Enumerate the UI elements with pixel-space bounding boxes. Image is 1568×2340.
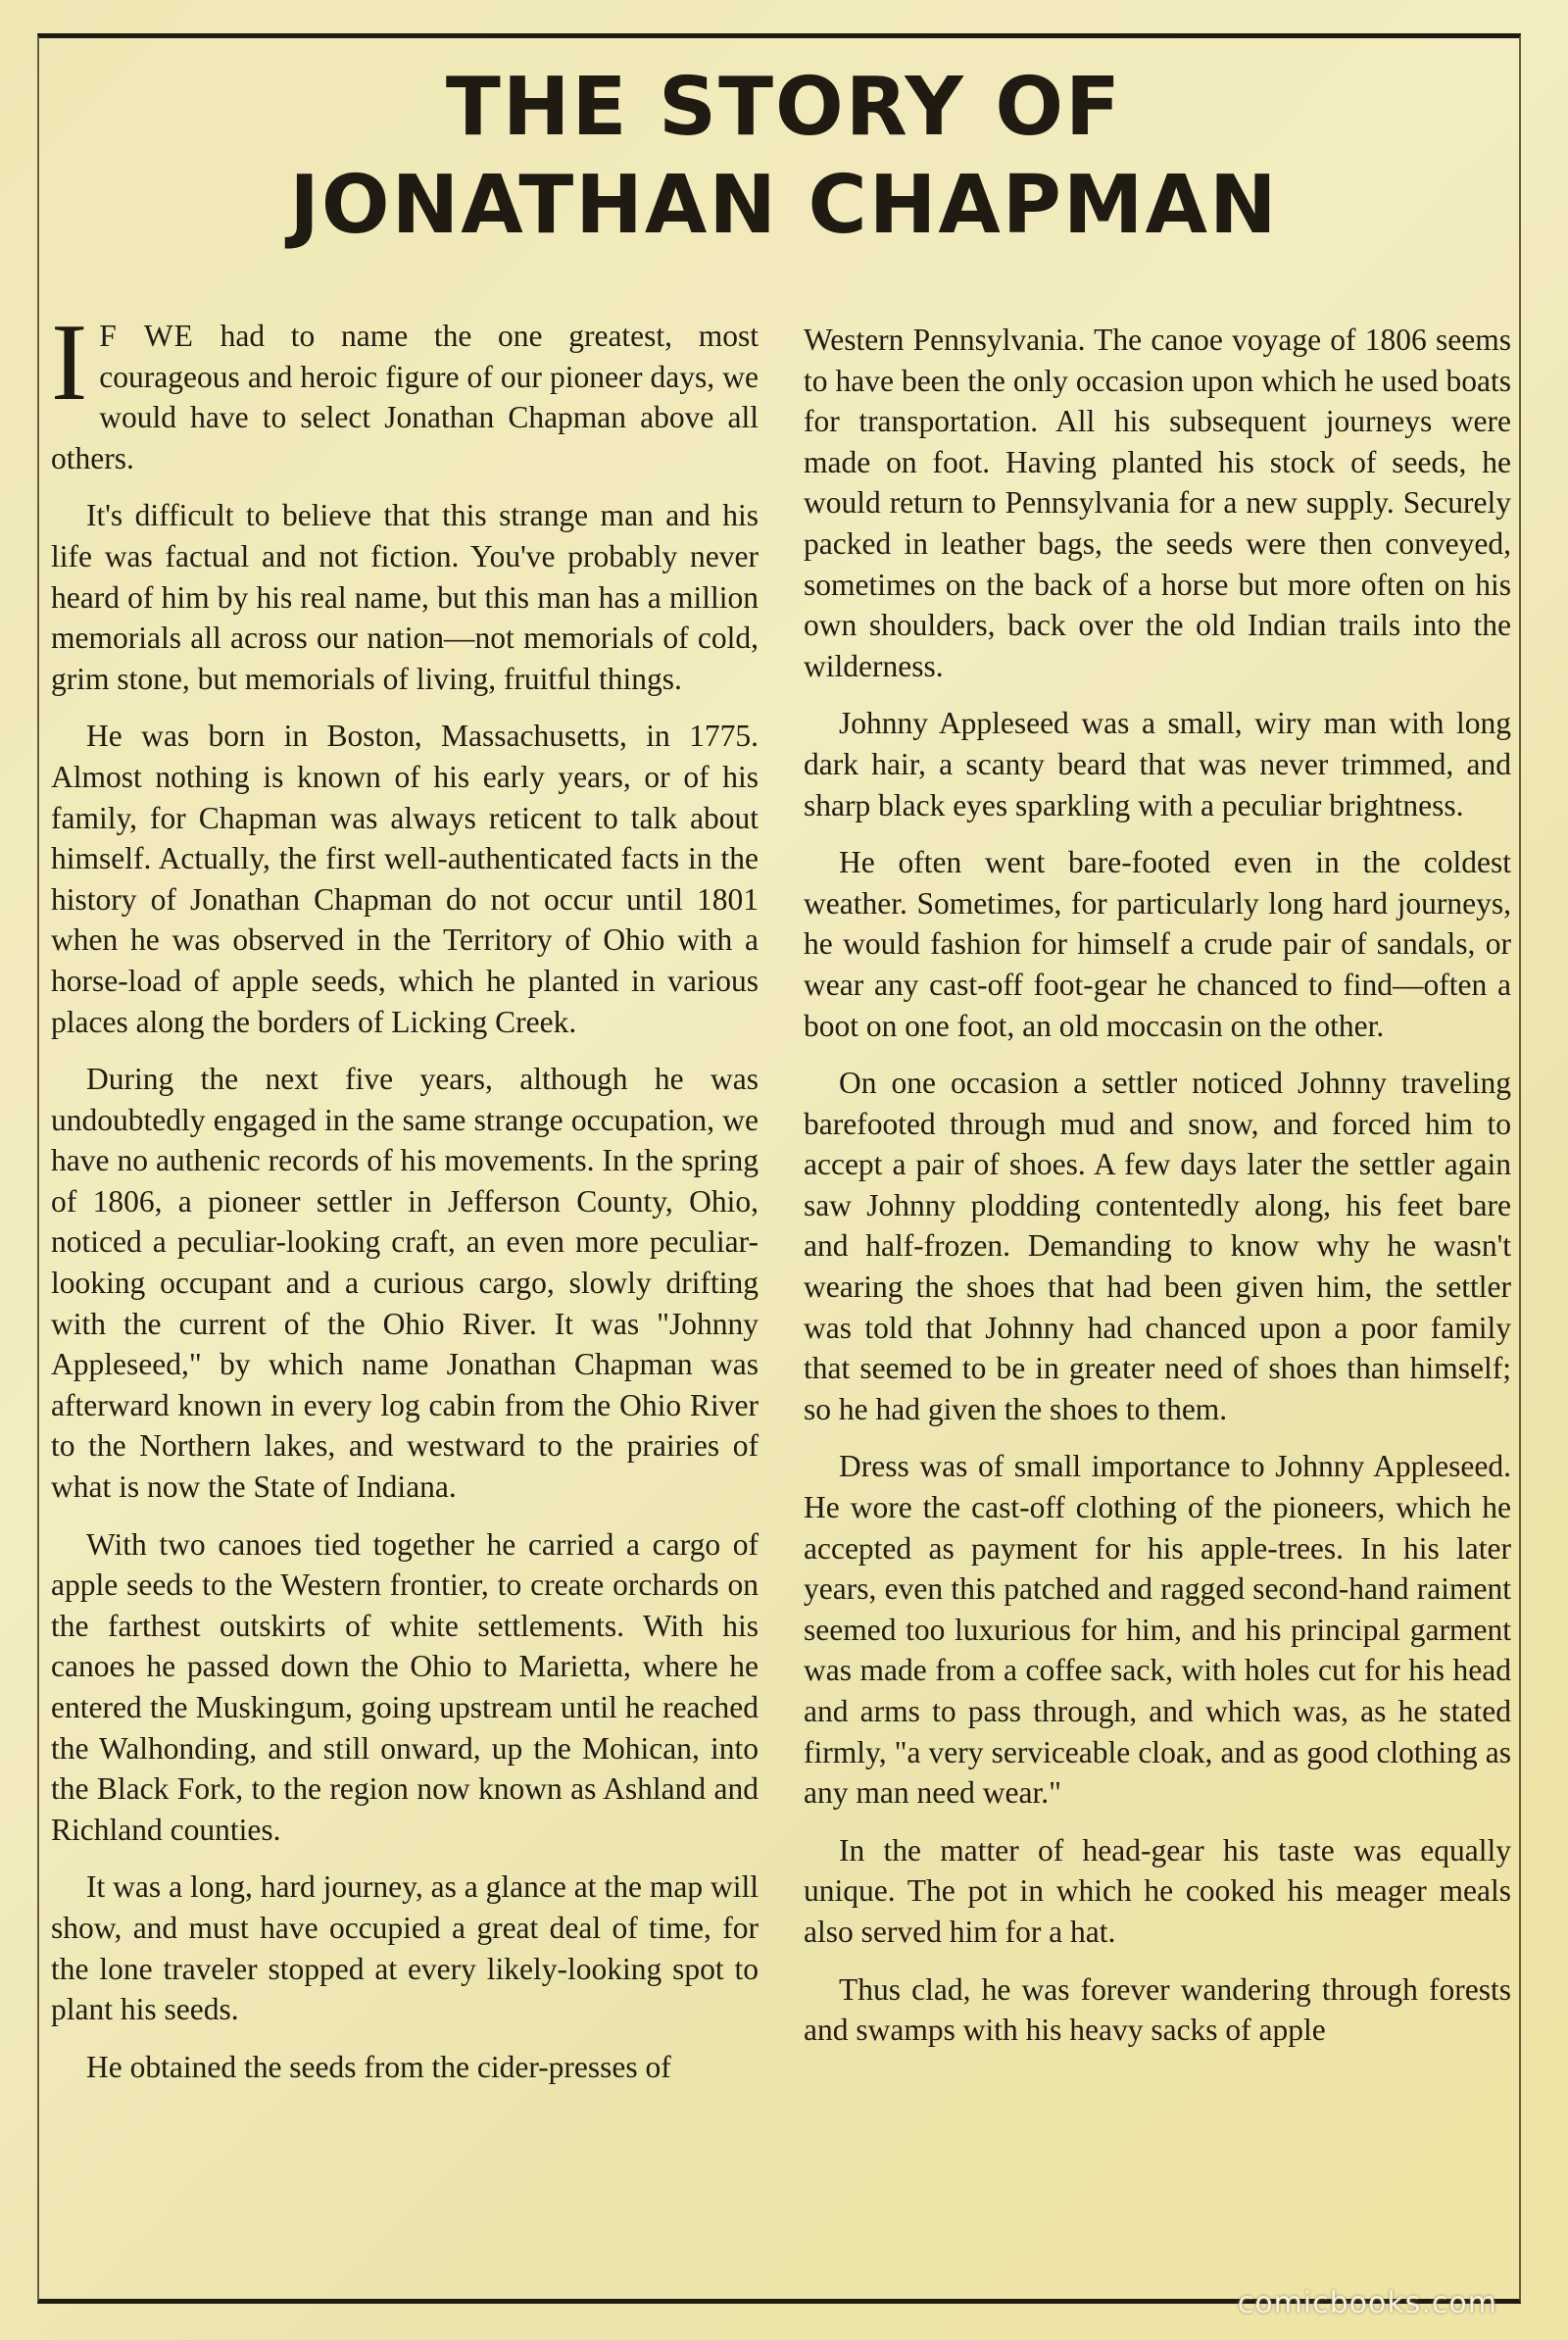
paragraph: It's difficult to believe that this strange man and his life was factual and not fiction. You've probably never heard of him by his real name, but this man has a million memorials all across our nation—not memorials of cold, grim stone, but memorials of living, fruitful things. [51,498,759,696]
paragraph: He obtained the seeds from the cider-presses of [86,2049,671,2084]
title-line-2: JONATHAN CHAPMAN [289,159,1279,252]
lead-caps: F WE [99,319,194,353]
page-title [39,59,1529,255]
paragraph: Thus clad, he was forever wandering through forests and swamps with his heavy sacks of apple [804,1971,1511,2048]
paragraph: Western Pennsylvania. The canoe voyage of 1806 seems to have been the only occasion upon which he used boats for transportation. All his subsequent journeys were made on foot. Having planted his stock of seeds, he would return to Pennsylvania for a new supply. Securely packed in leather bags, the seeds were then conveyed, sometimes on the back of a horse but more often on his own shoulders, back over the old Indian trails into the wilderness. [804,323,1511,683]
left-column [51,302,759,2087]
paragraph [51,302,759,478]
paragraph: It was a long, hard journey, as a glance at the map will show, and must have occupied a great deal of time, for the lone traveler stopped at every likely-looking spot to plant his seeds. [51,1869,759,2027]
paragraph: He often went bare-footed even in the coldest weather. Sometimes, for particularly long hard journeys, he would fashion for himself a crude pair of sandals, or wear any cast-off foot-gear he chanced to find—often a boot on one foot, an old moccasin on the other. [804,845,1511,1043]
paragraph: On one occasion a settler noticed Johnny traveling barefooted through mud and snow, and forced him to accept a pair of shoes. A few days later the settler again saw Johnny plodding contentedly along, his feet bare and half-frozen. Demanding to know why he wasn't wearing the shoes that had been given him, the settler was told that Johnny had chanced upon a poor family that seemed to be in greater need of shoes than himself; so he had given the shoes to them. [804,1066,1511,1426]
paragraph: Johnny Appleseed was a small, wiry man with long dark hair, a scanty beard that was never trimmed, and sharp black eyes sparkling with a peculiar brightness. [804,706,1511,822]
paragraph: He was born in Boston, Massachusetts, in 1775. Almost nothing is known of his early years, or of his family, for Chapman was always reticent to talk about himself. Actually, the first well-authenticated facts in the history of Jonathan Chapman do not occur until 1801 when he was observed in the Territory of Ohio with a horse-load of apple seeds, which he planted in various places along the borders of Licking Creek. [51,719,759,1039]
paragraph: With two canoes tied together he carried a cargo of apple seeds to the Western frontier, to create orchards on the farthest outskirts of white settlements. With his canoes he passed down the Ohio to Marietta, where he entered the Muskingum, going upstream until he reached the Walhonding, and still onward, up the Mohican, into the Black Fork, to the region now known as Ashland and Richland counties. [51,1526,759,1847]
paragraph: In the matter of head-gear his taste was equally unique. The pot in which he cooked his meager meals also served him for a hat. [804,1832,1511,1949]
paragraph-text: had to name the one greatest, most courageous and heroic figure of our pioneer days, we would have to select Jonathan Chapman above all others. [51,319,759,475]
title-line-1: THE STORY OF [445,61,1123,154]
drop-cap: I [51,302,88,423]
paragraph: During the next five years, although he was undoubtedly engaged in the same strange occupation, we have no authenic records of his movements. In the spring of 1806, a pioneer settler in Jefferson County, Ohio, noticed a peculiar-looking craft, an even more peculiar-looking occupant and a curious cargo, slowly drifting with the current of the Ohio River. It was "Johnny Appleseed," by which name Jonathan Chapman was afterward known in every log cabin from the Ohio River to the Northern lakes, and westward to the prairies of what is now the State of Indiana. [51,1062,759,1505]
right-column [804,320,1511,2051]
watermark: comicbooks.com [1237,2286,1497,2320]
paragraph: Dress was of small importance to Johnny Appleseed. He wore the cast-off clothing of the pioneers, which he accepted as payment for his apple-trees. In his later years, even this patched and ragged second-hand raiment seemed too luxurious for him, and his principal garment was made from a coffee sack, with holes cut for his head and arms to pass through, and which was, as he stated firmly, "a very serviceable cloak, and as good clothing as any man need wear." [804,1449,1511,1811]
